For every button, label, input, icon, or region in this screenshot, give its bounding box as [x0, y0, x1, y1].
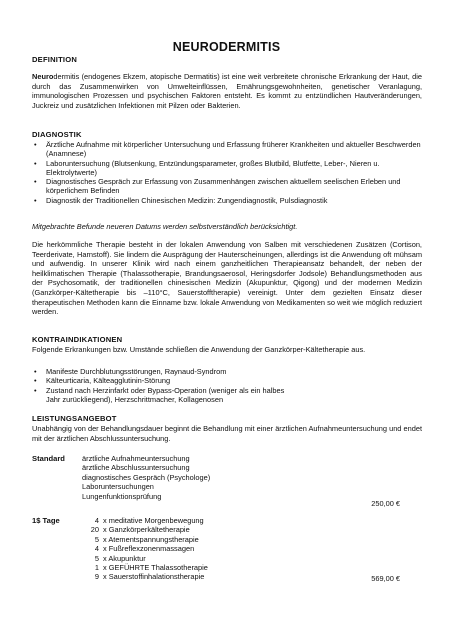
bullet-icon: • [34, 376, 37, 386]
tage-items [82, 516, 382, 582]
list-item: 20 x Ganzkörperkältetherapie [90, 525, 190, 535]
list-item: Lungenfunktionsprüfung [82, 491, 162, 501]
diagnostik-list [32, 140, 422, 205]
definition-bold-term: Neuro [32, 72, 54, 81]
definition-heading: DEFINITION [32, 55, 78, 64]
standard-price: 250,00 € [371, 499, 400, 508]
diagnostik-heading: DIAGNOSTIK [32, 130, 82, 139]
kontraindikationen-list [32, 367, 422, 404]
list-item: • Manifeste Durchblutungsstörungen, Raynaud-Syndrom [34, 367, 227, 376]
list-item: Laboruntersuchungen [82, 482, 154, 492]
list-item: diagnostisches Gespräch (Psychologe) [82, 472, 211, 482]
list-item: 5 x Akupunktur [94, 553, 146, 563]
kontraindikationen-heading: KONTRAINDIKATIONEN [32, 335, 123, 344]
leistungsangebot-heading: LEISTUNGSANGEBOT [32, 414, 117, 423]
list-item: ärztliche Aufnahmeuntersuchung [82, 454, 190, 463]
bullet-icon: • [34, 195, 37, 205]
tage-label: 1$ Tage [32, 516, 60, 525]
definition-text: dermitis (endogenes Ekzem, atopische Dermatitis) ist eine weit verbreitete chronische Erkrankung der Haut, die durch das Zusammenwirken von Umwelteinflüssen, Ernährungsgewohnheiten, genetischer Veranlagung, immunologischen Prozessen und psychischen Faktoren entsteht. Es kommt zu entzündlichen Hautveränderungen, Juckreiz und zusätzlichen Infektionen mit Pilzen oder Bakterien. [32, 72, 422, 110]
diagnostik-note: Mitgebrachte Befunde neueren Datums werden selbstverständlich berücksichtigt. [32, 222, 298, 231]
list-item: 5 x Atementspannungstherapie [94, 534, 199, 544]
kontraindikationen-intro: Folgende Erkrankungen bzw. Umstände schließen die Anwendung der Ganzkörper-Kältetherapie aus. [32, 345, 366, 354]
list-item: • Laboruntersuchung (Blutsenkung, Entzündungsparameter, großes Blutbild, Blutfette, Leber-, Nieren u. Elektrolytwerte) [34, 158, 380, 177]
list-item: • Zustand nach Herzinfarkt oder Bypass-Operation (weniger als ein halbes Jahr zurückliegend), Herzschrittmacher, Kollagenosen [34, 385, 285, 404]
list-item: • Diagnostik der Traditionellen Chinesischen Medizin: Zungendiagnostik, Pulsdiagnostik [34, 195, 328, 205]
list-item: • Kälteurticaria, Kälteagglutinin-Störung [34, 376, 171, 386]
bullet-icon: • [34, 367, 37, 376]
list-item: ärztliche Abschlussuntersuchung [82, 463, 190, 473]
definition-paragraph [32, 72, 422, 110]
bullet-icon: • [34, 140, 37, 149]
leistungsangebot-intro: Unabhängig von der Behandlungsdauer beginnt die Behandlung mit einer ärztlichen Aufnahmeuntersuchung und endet mit der ärztlichen Abschlussuntersuchung. [32, 424, 422, 443]
list-item: • Diagnostisches Gespräch zur Erfassung von Zusammenhängen zwischen aktuellem seelischen Erleben und körperlichem Befinden [34, 177, 401, 196]
bullet-icon: • [34, 177, 37, 187]
list-item: 9 x Sauerstoffinhalationstherapie [94, 572, 205, 582]
list-item: 4 x meditative Morgenbewegung [94, 516, 204, 525]
list-item: 1 x GEFÜHRTE Thalassotherapie [94, 563, 208, 573]
standard-label: Standard [32, 454, 65, 463]
list-item: • Ärztliche Aufnahme mit körperlicher Untersuchung und Erfassung früherer Krankheiten und aktueller Beschwerden (Anamnese) [34, 140, 421, 159]
list-item: 4 x Fußreflexzonenmassagen [94, 544, 195, 554]
bullet-icon: • [34, 385, 37, 395]
therapie-paragraph: Die herkömmliche Therapie besteht in der lokalen Anwendung von Salben mit verschiedenen Zusätzen (Cortison, Teerderivate, Harnstoff). Sie lindern die Ausprägung der Hauterscheinungen, allerdings ist die Anwendung oft mühsam und aufwendig. In unserer Klinik wird nach einem ganzheitlichen Therapieansatz behandelt, der neben der heilklimatischen Therapie (Thalassotherapie, Brandungsaerosol, Heringsdorfer Jodsole) Behandlungsmethoden aus der Psychosomatik, der traditionellen chinesischen Medizin (Akupunktur, Qigong) und der modernen Medizin (Ganzkörper-Kältetherapie bis –110°C, Sauerstofftherapie) vereinigt. Unter dem gezielten Einsatz dieser therapeutischen Methoden kann die Einname bzw. lokale Anwendung von Medikamenten so weit wie möglich reduziert werden. [32, 240, 422, 317]
standard-items [82, 454, 382, 501]
tage-price: 569,00 € [371, 574, 400, 583]
page-title: NEURODERMITIS [172, 40, 281, 54]
bullet-icon: • [34, 158, 37, 168]
